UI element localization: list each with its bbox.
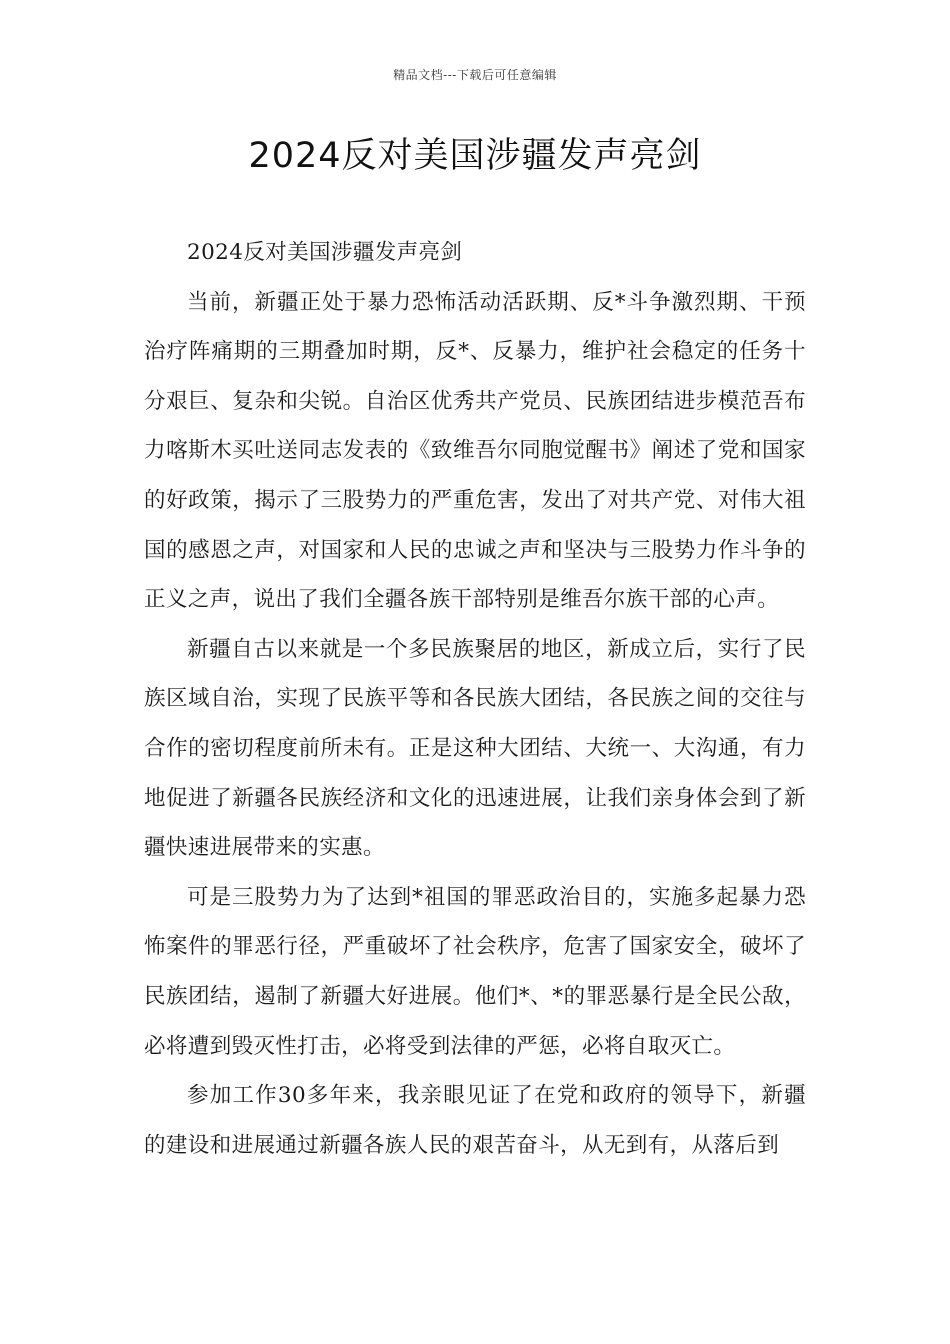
paragraph: 参加工作30多年来，我亲眼见证了在党和政府的领导下，新疆的建设和进展通过新疆各族人民的艰苦奋斗，从无到有，从落后到 bbox=[144, 1083, 806, 1158]
paragraph: 可是三股势力为了达到*祖国的罪恶政治目的，实施多起暴力恐怖案件的罪恶行径，严重破坏了社会秩序，危害了国家安全，破坏了民族团结，遏制了新疆大好进展。他们*、*的罪恶暴行是全民公敌，必将遭到毁灭性打击，必将受到法律的严惩，必将自取灭亡。 bbox=[144, 884, 806, 1059]
document-title: 2024反对美国涉疆发声亮剑 bbox=[248, 136, 702, 176]
paragraph: 新疆自古以来就是一个多民族聚居的地区，新成立后，实行了民族区域自治，实现了民族平等和各民族大团结，各民族之间的交往与合作的密切程度前所未有。正是这种大团结、大统一、大沟通，有力地促进了新疆各民族经济和文化的迅速进展，让我们亲身体会到了新疆快速进展带来的实惠。 bbox=[144, 636, 806, 861]
paragraph: 当前，新疆正处于暴力恐怖活动活跃期、反*斗争激烈期、干预治疗阵痛期的三期叠加时期，反*、反暴力，维护社会稳定的任务十分艰巨、复杂和尖锐。自治区优秀共产党员、民族团结进步模范吾布力喀斯木买吐送同志发表的《致维吾尔同胞觉醒书》阐述了党和国家的好政策，揭示了三股势力的严重危害，发出了对共产党、对伟大祖国的感恩之声，对国家和人民的忠诚之声和坚决与三股势力作斗争的正义之声，说出了我们全疆各族干部特别是维吾尔族干部的心声。 bbox=[144, 289, 806, 613]
paragraph-subtitle: 2024反对美国涉疆发声亮剑 bbox=[187, 240, 463, 265]
document-body bbox=[144, 228, 806, 1170]
header-note: 精品文档---下载后可任意编辑 bbox=[393, 68, 557, 82]
